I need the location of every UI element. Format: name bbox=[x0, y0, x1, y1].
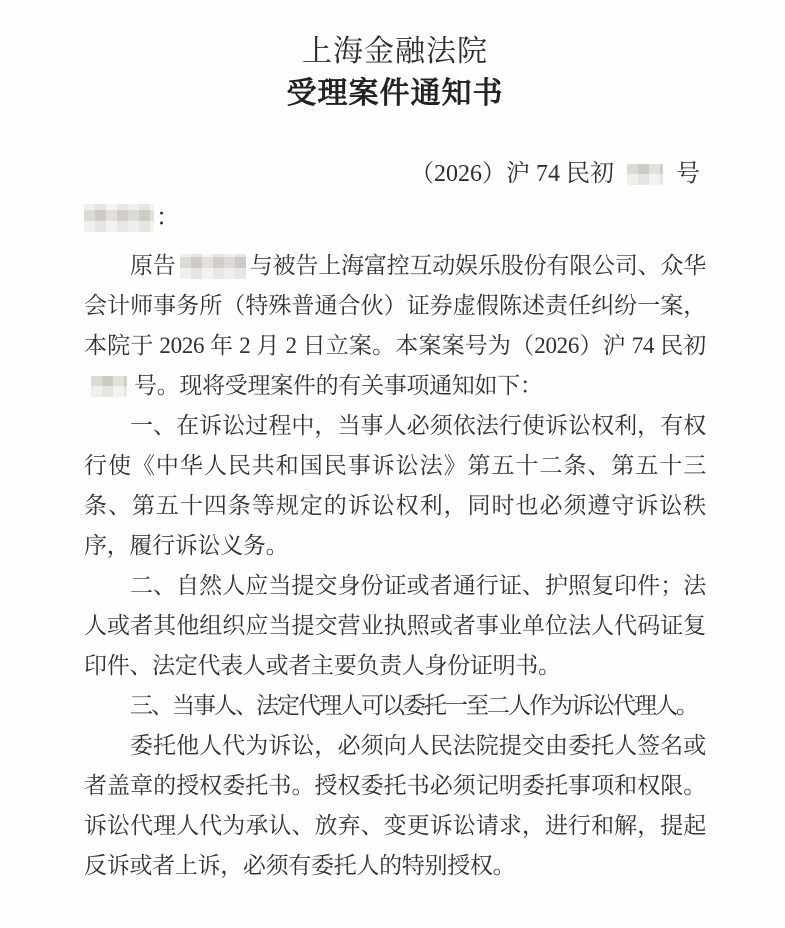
addressee-line bbox=[84, 200, 706, 236]
intro-plaintiff-label: 原告 bbox=[130, 253, 176, 278]
document-title: 受理案件通知书 bbox=[286, 77, 504, 110]
case-number-suffix: 号 bbox=[676, 161, 700, 187]
paragraph-case-intro bbox=[84, 246, 706, 406]
paragraph-item-2: 二、自然人应当提交身份证或者通行证、护照复印件；法人或者其他组织应当提交营业执照或者事业单位法人代码证复印件、法定代表人或者主要负责人身份证明书。 bbox=[84, 573, 706, 678]
addressee-colon: ： bbox=[156, 205, 180, 231]
intro-notice-lead: 号。现将受理案件的有关事项通知如下： bbox=[134, 373, 543, 398]
redacted-case-number-block bbox=[627, 164, 663, 185]
document-body bbox=[84, 246, 706, 886]
intro-case-description: 与被告上海富控互动娱乐股份有限公司、众华会计师事务所（特殊普通合伙）证券虚假陈述责任纠纷一案，本院于 2026 年 2 月 2 日立案。本案案号为（2026）沪 74 民初 bbox=[84, 253, 706, 358]
redacted-addressee-name-block bbox=[84, 204, 154, 232]
case-number-line bbox=[84, 158, 706, 190]
paragraph-item-4: 委托他人代为诉讼，必须向人民法院提交由委托人签名或者盖章的授权委托书。授权委托书必须记明委托事项和权限。诉讼代理人代为承认、放弃、变更诉讼请求，进行和解，提起反诉或者上诉，必须有委托人的特别授权。 bbox=[84, 733, 706, 878]
redacted-plaintiff-name-block bbox=[180, 254, 246, 279]
court-name: 上海金融法院 bbox=[302, 35, 488, 68]
paragraph-item-1: 一、在诉讼过程中，当事人必须依法行使诉讼权利，有权行使《中华人民共和国民事诉讼法》第五十二条、第五十三条、第五十四条等规定的诉讼权利，同时也必须遵守诉讼秩序，履行诉讼义务。 bbox=[84, 413, 706, 558]
paragraph-item-3: 三、当事人、法定代理人可以委托一至二人作为诉讼代理人。 bbox=[130, 693, 697, 718]
case-number-prefix: （2026）沪 74 民初 bbox=[410, 161, 614, 187]
redacted-case-number-block bbox=[91, 376, 127, 397]
